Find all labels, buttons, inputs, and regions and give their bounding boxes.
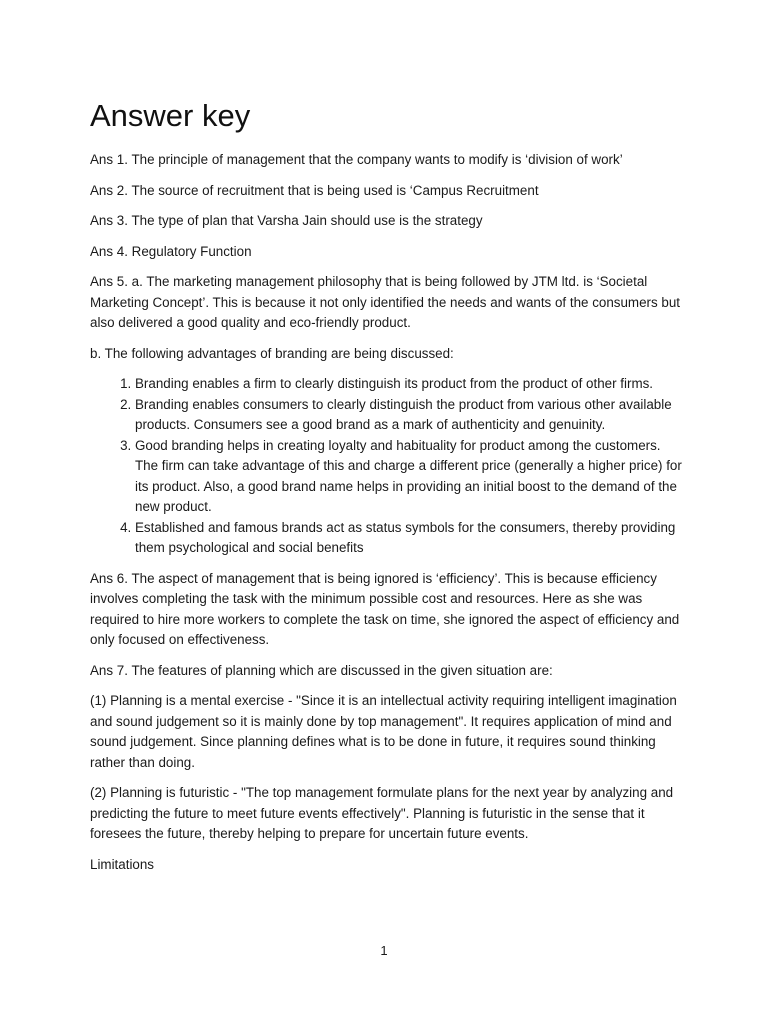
answer-7-point-1: (1) Planning is a mental exercise - "Since it is an intellectual activity requiring intelligent imagination and sound judgement so it is mainly done by top management". It requires application of mind and sound judgement. Since planning defines what is to be done in future, it requires sound thinking rather than doing. [90,693,677,770]
branding-advantages-list [90,374,682,559]
limitations-heading: Limitations [90,856,155,872]
answer-5a: Ans 5. a. The marketing management philosophy that is being followed by JTM ltd. is ‘Societal Marketing Concept’. This is because it not only identified the needs and wants of the consumers but also delivered a good quality and eco-friendly product. [90,274,681,330]
list-item: 2. Branding enables consumers to clearly distinguish the product from various other available products. Consumers see a good brand as a mark of authenticity and genuinity. [135,395,682,436]
page-number: 1 [380,943,388,958]
answer-5b-intro: b. The following advantages of branding are being discussed: [90,345,454,361]
list-item: 3. Good branding helps in creating loyalty and habituality for product among the customers. The firm can take advantage of this and charge a different price (generally a higher price) for its product. Also, a good brand name helps in providing an initial boost to the demand of the new product. [135,436,682,518]
answer-7-point-2: (2) Planning is futuristic - "The top management formulate plans for the next year by analyzing and predicting the future to meet future events effectively". Planning is futuristic in the sense that it foresees the future, thereby helping to prepare for uncertain future events. [90,785,674,841]
list-item: 1. Branding enables a firm to clearly distinguish its product from the product of other firms. [135,374,682,395]
answer-4: Ans 4. Regulatory Function [90,243,252,259]
answer-3: Ans 3. The type of plan that Varsha Jain should use is the strategy [90,213,483,228]
list-item: 4. Established and famous brands act as status symbols for the consumers, thereby providing them psychological and social benefits [135,518,682,559]
answer-7: Ans 7. The features of planning which are discussed in the given situation are: [90,662,553,678]
answer-body [90,150,682,885]
answer-6: Ans 6. The aspect of management that is being ignored is ‘efficiency’. This is because efficiency involves completing the task with the minimum possible cost and resources. Here as she was required to hire more workers to complete the task on time, she ignored the aspect of efficiency and only focused on effectiveness. [90,570,680,647]
page-title: Answer key [90,98,251,133]
answer-1: Ans 1. The principle of management that the company wants to modify is ‘division of work’ [90,152,623,167]
answer-2: Ans 2. The source of recruitment that is being used is ‘Campus Recruitment [90,182,539,198]
